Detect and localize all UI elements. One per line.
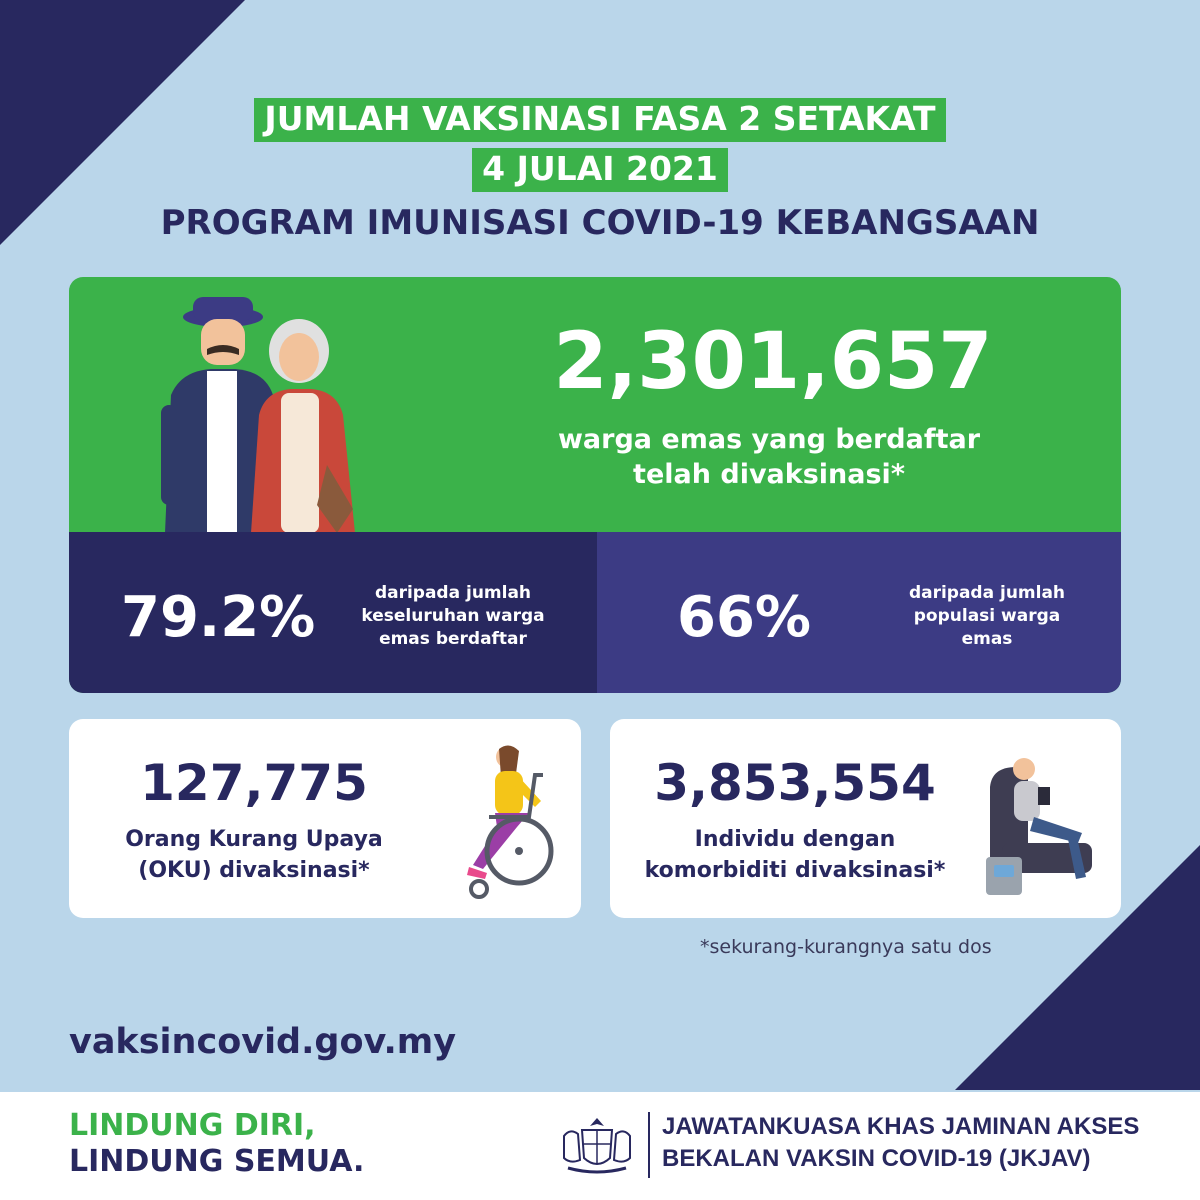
comorbidity-vaccinated-number: 3,853,554 — [654, 754, 936, 812]
wheelchair-user-illustration — [439, 741, 559, 901]
desc-line: emas — [961, 629, 1013, 649]
elderly-couple-illustration — [141, 295, 381, 535]
footer — [0, 1092, 1200, 1200]
comorbidity-vaccinated-caption — [610, 824, 980, 886]
header-highlight-line1: JUMLAH VAKSINASI FASA 2 SETAKAT — [254, 98, 945, 142]
organization-name-line1: JAWATANKUASA KHAS JAMINAN AKSES — [662, 1113, 1140, 1140]
population-percent-description — [887, 582, 1087, 651]
elderly-vaccinated-number: 2,301,657 — [553, 317, 993, 407]
caption-line: komorbiditi divaksinasi* — [644, 858, 946, 883]
elderly-stat-card — [69, 277, 1121, 693]
desc-line: emas berdaftar — [379, 629, 527, 649]
footnote: *sekurang-kurangnya satu dos — [700, 936, 992, 958]
website-link[interactable]: vaksincovid.gov.my — [69, 1022, 457, 1062]
organization-name-line2: BEKALAN VAKSIN COVID-19 (JKJAV) — [662, 1145, 1091, 1172]
desc-line: daripada jumlah — [374, 583, 532, 603]
registered-percent-description — [343, 582, 563, 651]
registered-percent-value: 79.2% — [121, 585, 316, 650]
slogan-line2: LINDUNG SEMUA. — [69, 1144, 365, 1179]
footer-divider — [648, 1112, 650, 1178]
malaysia-coat-of-arms-icon — [554, 1114, 640, 1178]
slogan-line1: LINDUNG DIRI, — [69, 1108, 316, 1143]
caption-line: telah divaksinasi* — [633, 459, 905, 490]
population-percent-value: 66% — [677, 585, 812, 650]
elderly-vaccinated-caption — [489, 422, 1049, 492]
oku-stat-card — [69, 719, 581, 918]
patient-in-armchair-illustration — [982, 747, 1108, 897]
desc-line: daripada jumlah — [908, 583, 1066, 603]
header — [0, 98, 1200, 244]
header-subtitle: PROGRAM IMUNISASI COVID-19 KEBANGSAAN — [160, 203, 1040, 243]
header-highlight-line2: 4 JULAI 2021 — [472, 148, 728, 192]
desc-line: populasi warga — [913, 606, 1061, 626]
population-percent-panel — [597, 532, 1121, 693]
comorbidity-stat-card — [610, 719, 1121, 918]
caption-line: Orang Kurang Upaya — [125, 827, 383, 852]
caption-line: warga emas yang berdaftar — [557, 424, 981, 455]
oku-vaccinated-number: 127,775 — [140, 754, 368, 812]
oku-vaccinated-caption — [69, 824, 439, 886]
desc-line: keseluruhan warga — [361, 606, 545, 626]
caption-line: (OKU) divaksinasi* — [138, 858, 370, 883]
registered-percent-panel — [69, 532, 597, 693]
caption-line: Individu dengan — [694, 827, 896, 852]
